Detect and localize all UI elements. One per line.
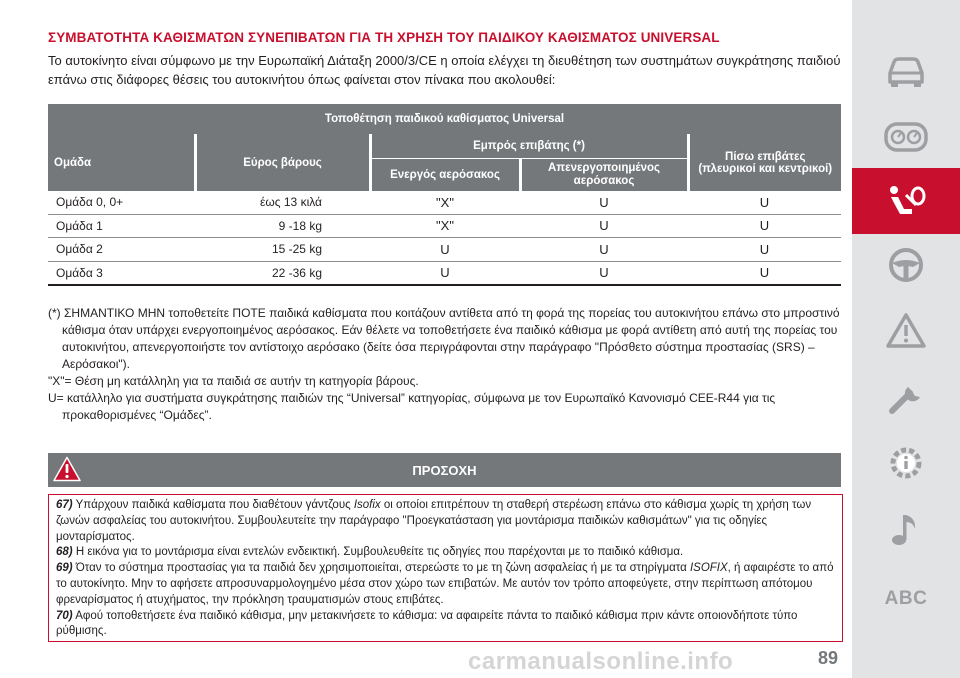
- header-front-inactive-airbag: Απενεργοποιημένος αερόσακος: [520, 159, 688, 192]
- cell-inactive: U: [520, 214, 688, 238]
- intro-paragraph: Το αυτοκίνητο είναι σύμφωνο με την Ευρωπαϊκή Διάταξη 2000/3/CE η οποία ελέγχει τη διευθέτηση των συστημάτων συγκράτησης παιδιού επάνω στις διάφορες θέσεις του αυτοκινήτου όπως φαίνεται στον πίνακα που ακολουθεί:: [48, 53, 841, 87]
- cell-group: Ομάδα 3: [48, 261, 195, 285]
- warning-header: [48, 453, 841, 487]
- chapter-sidebar: [852, 0, 960, 678]
- note-u-definition: U= κατάλληλο για συστήματα συγκράτησης παιδιών της “Universal” κατηγορίας, σύμφωνα με τον Ευρωπαϊκό Κανονισμό CEE-R44 για τις προκαθορισμένες “Ομάδες”.: [48, 391, 776, 422]
- table-notes: [48, 305, 841, 424]
- header-front-passenger: Εμπρός επιβάτης (*): [370, 134, 688, 159]
- cell-group: Ομάδα 2: [48, 238, 195, 262]
- document-content: [48, 0, 841, 678]
- cell-rear: U: [688, 214, 841, 238]
- header-front-active-airbag: Ενεργός αερόσακος: [370, 159, 520, 192]
- warning-item: 70) Αφού τοποθετήσετε ένα παιδικό κάθισμα, μην μετακινήσετε το κάθισμα: να αφαιρείτε πάντα το παιδικό κάθισμα πριν κάντε οποιονδήποτε τύπο ρύθμισης.: [56, 609, 798, 638]
- sidebar-tab-steering[interactable]: [852, 232, 960, 298]
- cell-weight: 22 -36 kg: [195, 261, 370, 285]
- table-row: [48, 238, 841, 262]
- table-title: Τοποθέτηση παιδικού καθίσματος Universal: [48, 104, 841, 134]
- cell-rear: U: [688, 191, 841, 214]
- sidebar-tab-maintenance[interactable]: [852, 364, 960, 430]
- gear-info-icon: [882, 443, 930, 483]
- warning-triangle-icon: [882, 311, 930, 351]
- watermark: carmanualsonline.info: [468, 648, 734, 675]
- compatibility-table: [48, 104, 841, 286]
- header-weight: Εύρος βάρους: [195, 134, 370, 191]
- table-row: [48, 261, 841, 285]
- seat-safety-icon: [882, 181, 930, 221]
- warning-triangle-icon: [53, 456, 81, 482]
- cell-group: Ομάδα 1: [48, 214, 195, 238]
- cell-weight: έως 13 κιλά: [195, 191, 370, 214]
- music-note-icon: [882, 509, 930, 549]
- cell-active: "X": [370, 191, 520, 214]
- page-number: 89: [818, 648, 839, 668]
- warning-item: 68) Η εικόνα για το μοντάρισμα είναι εντελών ενδεικτική. Συμβουλευθείτε τις οδηγίες που παρέχονται με το παιδικό κάθισμα.: [56, 546, 684, 559]
- sidebar-index-label: ABC: [884, 588, 928, 609]
- header-group: Ομάδα: [48, 134, 195, 191]
- wrench-icon: [882, 377, 930, 417]
- warning-item: 69) Όταν το σύστημα προστασίας για τα παιδιά δεν χρησιμοποιείται, στερεώστε το με τη ζώνη ασφαλείας ή με τα στηρίγματα ISOFIX, ή αφαιρέστε το από το αυτοκίνητο. Μην το αφήσετε απροσυναρμολογημένο μέσα στον χώρο των επιβατών. Με αυτόν τον τρόπο αποφεύγετε, στην περίπτωση απότομου φρεναρίσματος ή ατυχήματος, την πρόκληση τραυματισμών στους επιβάτες.: [56, 562, 834, 606]
- sidebar-tab-dashboard[interactable]: [852, 104, 960, 170]
- sidebar-tab-index[interactable]: [852, 566, 960, 632]
- cell-active: U: [370, 261, 520, 285]
- cell-active: "X": [370, 214, 520, 238]
- sidebar-tab-technical[interactable]: [852, 430, 960, 496]
- cell-group: Ομάδα 0, 0+: [48, 191, 195, 214]
- cell-weight: 9 -18 kg: [195, 214, 370, 238]
- cell-rear: U: [688, 238, 841, 262]
- warning-box: [48, 494, 843, 642]
- dashboard-gauges-icon: [882, 117, 930, 157]
- sidebar-tab-safety[interactable]: [852, 168, 960, 234]
- warning-item: 67) Υπάρχουν παιδικά καθίσματα που διαθέτουν γάντζους Isofix οι οποίοι επιτρέπουν τη σταθερή στερέωση επάνω στο κάθισμα χωρίς τη χρήση των ζωνών ασφαλείας του αυτοκινήτου. Συμβουλευτείτε την παράγραφο "Προεγκατάσταση για μοντάρισμα παιδικών καθισμάτων" για τις οδηγίες μονταρίσματος.: [56, 499, 812, 543]
- car-icon: [882, 51, 930, 91]
- table-title-row: [48, 104, 841, 134]
- sidebar-tab-multimedia[interactable]: [852, 496, 960, 562]
- cell-rear: U: [688, 261, 841, 285]
- sidebar-tab-warnings[interactable]: [852, 298, 960, 364]
- cell-inactive: U: [520, 191, 688, 214]
- table-header-row: [48, 134, 841, 159]
- steering-wheel-icon: [882, 245, 930, 285]
- cell-inactive: U: [520, 238, 688, 262]
- table-row: [48, 214, 841, 238]
- note-x-definition: "X"= Θέση μη κατάλληλη για τα παιδιά σε αυτήν τη κατηγορία βάρους.: [48, 374, 419, 388]
- table-row: [48, 191, 841, 214]
- header-rear-passengers: Πίσω επιβάτες (πλευρικοί και κεντρικοί): [688, 134, 841, 191]
- cell-inactive: U: [520, 261, 688, 285]
- warning-title: ΠΡΟΣΟΧΗ: [412, 462, 477, 478]
- page-title: ΣΥΜΒΑΤΟΤΗΤΑ ΚΑΘΙΣΜΑΤΩΝ ΣΥΝΕΠΙΒΑΤΩΝ ΓΙΑ ΤΗ ΧΡΗΣΗ ΤΟΥ ΠΑΙΔΙΚΟΥ ΚΑΘΙΣΜΑΤΟΣ UNIVERSAL: [48, 30, 720, 45]
- cell-weight: 15 -25 kg: [195, 238, 370, 262]
- cell-active: U: [370, 238, 520, 262]
- sidebar-tab-car[interactable]: [852, 38, 960, 104]
- note-important: (*) ΣΗΜΑΝΤΙΚΟ ΜΗΝ τοποθετείτε ΠΟΤΕ παιδικά καθίσματα που κοιτάζουν αντίθετα από τη φορά της πορείας του αυτοκινήτου επάνω στο μπροστινό κάθισμα όταν υπάρχει ενεργοποιημένος αερόσακος. Εάν θέλετε να τοποθετήσετε ένα παιδικό κάθισμα με φορά αντίθετη από αυτή της πορείας του αυτοκινήτου, απενεργοποιήστε τον αντίστοιχο αερόσακο (δείτε όσα περιγράφονται στην παράγραφο "Πρόσθετο σύστημα προστασίας (SRS) – Αερόσακοι").: [48, 306, 840, 371]
